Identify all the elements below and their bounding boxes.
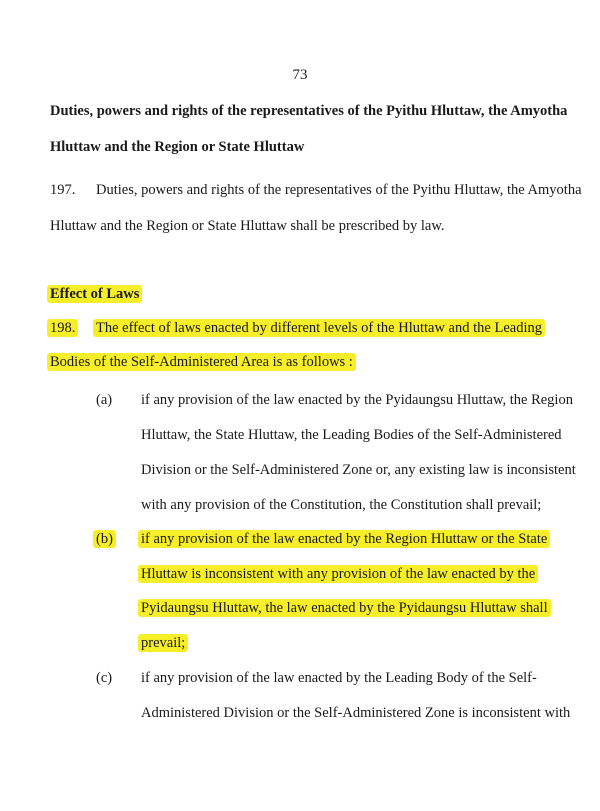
section-198-line-1-text: The effect of laws enacted by different levels of the Hluttaw and the Leading (93, 319, 545, 337)
clause-a-line-3: Division or the Self-Administered Zone or, any existing law is inconsistent (141, 462, 576, 478)
clause-b-line-2-text: Hluttaw is inconsistent with any provision of the law enacted by the (138, 565, 538, 583)
clause-b-line-1-text: if any provision of the law enacted by the Region Hluttaw or the State (138, 530, 550, 548)
clause-c-line-2: Administered Division or the Self-Administered Zone is inconsistent with (141, 705, 571, 721)
section-198-line-2 (50, 354, 356, 371)
clause-b-line-3 (141, 600, 551, 617)
clause-b-line-4-text: prevail; (138, 634, 188, 652)
section-198-number-text: 198. (47, 319, 78, 337)
section-197-line-1: Duties, powers and rights of the representatives of the Pyithu Hluttaw, the Amyotha (96, 182, 582, 198)
clause-b-line-4 (141, 635, 188, 652)
section-heading-line-1: Duties, powers and rights of the representatives of the Pyithu Hluttaw, the Amyotha (50, 103, 568, 119)
effect-of-laws-text: Effect of Laws (47, 285, 142, 303)
clause-c-line-1: if any provision of the law enacted by the Leading Body of the Self- (141, 670, 537, 686)
clause-b-line-3-text: Pyidaungsu Hluttaw, the law enacted by the Pyidaungsu Hluttaw shall (138, 599, 551, 617)
section-197-number: 197. (50, 182, 76, 198)
effect-of-laws-heading (50, 286, 142, 303)
clause-b-label-text: (b) (93, 530, 116, 548)
clause-a-line-1: if any provision of the law enacted by the Pyidaungsu Hluttaw, the Region (141, 392, 573, 408)
clause-a-line-4: with any provision of the Constitution, the Constitution shall prevail; (141, 497, 542, 513)
section-197-line-2: Hluttaw and the Region or State Hluttaw shall be prescribed by law. (50, 218, 445, 234)
clause-b-line-1 (141, 531, 550, 548)
section-198-line-1 (96, 320, 545, 337)
section-heading-line-2: Hluttaw and the Region or State Hluttaw (50, 139, 305, 155)
clause-c-label: (c) (96, 670, 113, 686)
clause-b-line-2 (141, 566, 538, 583)
clause-b-label (96, 531, 116, 548)
page-number: 73 (292, 67, 308, 83)
section-198-number (50, 320, 78, 337)
clause-a-line-2: Hluttaw, the State Hluttaw, the Leading Bodies of the Self-Administered (141, 427, 562, 443)
section-198-line-2-text: Bodies of the Self-Administered Area is as follows : (47, 353, 356, 371)
clause-a-label: (a) (96, 392, 113, 408)
